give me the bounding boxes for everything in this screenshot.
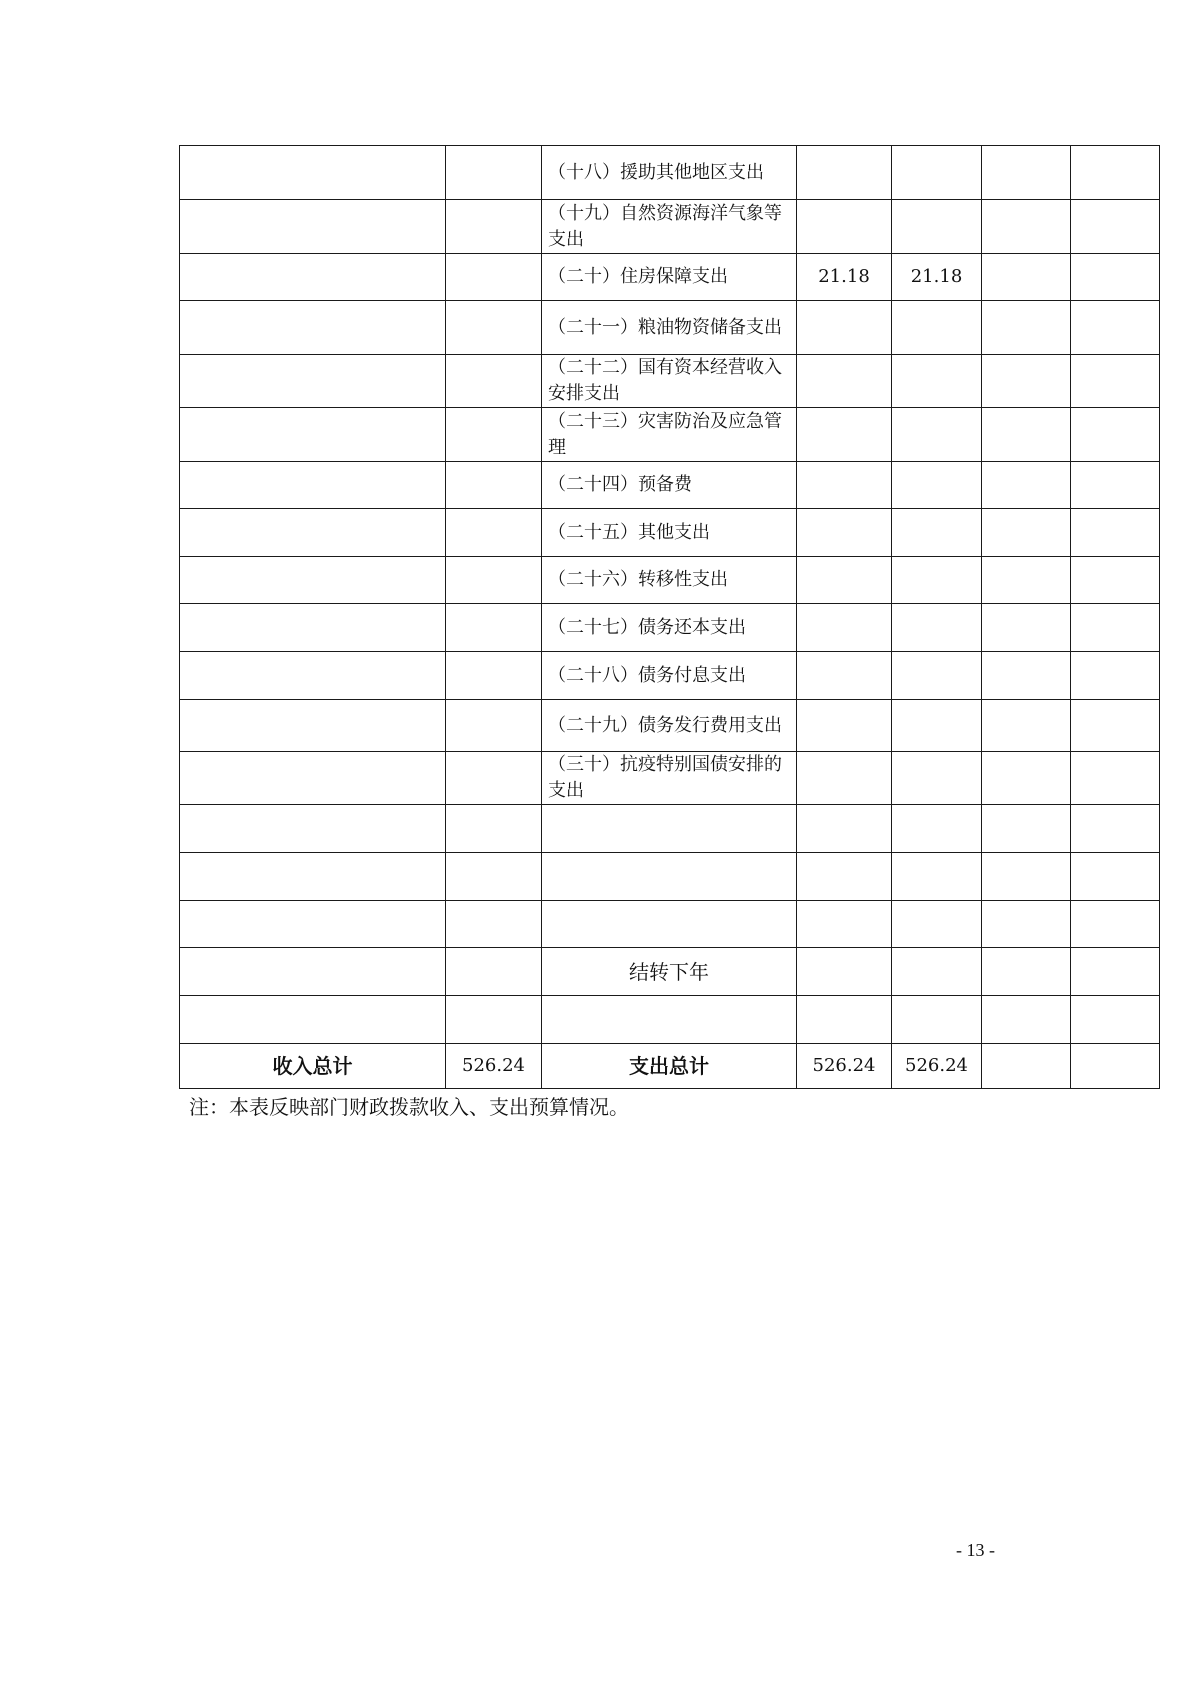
income-amount-cell: [446, 557, 542, 604]
table-row: [180, 200, 1160, 254]
income-amount-cell: [446, 146, 542, 200]
expense-item-cell: （二十三）灾害防治及应急管理: [542, 408, 797, 462]
general-public-cell: [892, 996, 982, 1044]
income-item-cell: [180, 462, 446, 509]
expense-total-cell: [797, 752, 892, 805]
other-cell: [1071, 301, 1160, 355]
general-public-cell: [892, 462, 982, 509]
table-row: [180, 652, 1160, 700]
expense-total-cell: [797, 853, 892, 901]
income-item-cell: [180, 146, 446, 200]
general-public-cell: [892, 301, 982, 355]
income-item-cell: [180, 604, 446, 652]
expense-item-cell: （二十八）债务付息支出: [542, 652, 797, 700]
other-cell: [1071, 996, 1160, 1044]
other-cell: [1071, 200, 1160, 254]
expense-other-total: [1071, 1044, 1160, 1089]
income-amount-cell: [446, 408, 542, 462]
expense-total-cell: [797, 200, 892, 254]
general-public-cell: [892, 355, 982, 408]
totals-row: [180, 1044, 1160, 1089]
income-amount-cell: [446, 853, 542, 901]
income-total-label: 收入总计: [180, 1044, 446, 1089]
expense-total-cell: [797, 408, 892, 462]
expense-total-cell: [797, 355, 892, 408]
other-cell: [1071, 355, 1160, 408]
expense-total-cell: [797, 557, 892, 604]
table-row: [180, 462, 1160, 509]
table-row: [180, 509, 1160, 557]
gov-fund-cell: [982, 301, 1071, 355]
general-public-cell: [892, 408, 982, 462]
gov-fund-cell: [982, 752, 1071, 805]
gov-fund-cell: [982, 652, 1071, 700]
general-public-cell: [892, 853, 982, 901]
income-item-cell: [180, 901, 446, 948]
income-amount-cell: [446, 652, 542, 700]
other-cell: [1071, 462, 1160, 509]
other-cell: [1071, 146, 1160, 200]
expense-total-cell: [797, 700, 892, 752]
income-amount-cell: [446, 805, 542, 853]
expense-item-cell: [542, 853, 797, 901]
income-amount-cell: [446, 254, 542, 301]
income-item-cell: [180, 254, 446, 301]
expense-total-cell: [797, 996, 892, 1044]
page-number: - 13 -: [956, 1540, 995, 1560]
income-item-cell: [180, 355, 446, 408]
expense-item-cell: （二十五）其他支出: [542, 509, 797, 557]
gov-fund-cell: [982, 254, 1071, 301]
gov-fund-cell: [982, 996, 1071, 1044]
other-cell: [1071, 557, 1160, 604]
gov-fund-cell: [982, 948, 1071, 996]
income-item-cell: [180, 805, 446, 853]
other-cell: [1071, 948, 1160, 996]
income-item-cell: [180, 700, 446, 752]
expense-total-cell: [797, 509, 892, 557]
expense-total-amount: 526.24: [797, 1044, 892, 1089]
gov-fund-cell: [982, 700, 1071, 752]
gov-fund-cell: [982, 146, 1071, 200]
gov-fund-cell: [982, 853, 1071, 901]
table-row: [180, 604, 1160, 652]
expense-item-cell: （十九）自然资源海洋气象等支出: [542, 200, 797, 254]
general-public-cell: [892, 948, 982, 996]
income-item-cell: [180, 200, 446, 254]
income-amount-cell: [446, 604, 542, 652]
gov-fund-cell: [982, 509, 1071, 557]
other-cell: [1071, 853, 1160, 901]
income-item-cell: [180, 948, 446, 996]
expense-item-cell: （二十一）粮油物资储备支出: [542, 301, 797, 355]
other-cell: [1071, 254, 1160, 301]
other-cell: [1071, 901, 1160, 948]
gov-fund-cell: [982, 604, 1071, 652]
other-cell: [1071, 700, 1160, 752]
income-item-cell: [180, 509, 446, 557]
expense-item-cell: （三十）抗疫特别国债安排的支出: [542, 752, 797, 805]
expense-item-cell: （二十）住房保障支出: [542, 254, 797, 301]
table-row: [180, 901, 1160, 948]
general-public-cell: [892, 901, 982, 948]
general-public-cell: [892, 652, 982, 700]
general-public-cell: [892, 604, 982, 652]
table-row: [180, 355, 1160, 408]
expense-general-public-total: 526.24: [892, 1044, 982, 1089]
expense-item-cell: [542, 996, 797, 1044]
expense-item-cell: （二十七）债务还本支出: [542, 604, 797, 652]
expense-item-cell: [542, 901, 797, 948]
income-amount-cell: [446, 301, 542, 355]
table-row: [180, 805, 1160, 853]
other-cell: [1071, 652, 1160, 700]
gov-fund-cell: [982, 805, 1071, 853]
income-item-cell: [180, 853, 446, 901]
expense-gov-fund-total: [982, 1044, 1071, 1089]
income-item-cell: [180, 408, 446, 462]
expense-item-cell: （十八）援助其他地区支出: [542, 146, 797, 200]
gov-fund-cell: [982, 355, 1071, 408]
gov-fund-cell: [982, 557, 1071, 604]
table-row: [180, 557, 1160, 604]
expense-item-cell: （二十六）转移性支出: [542, 557, 797, 604]
expense-total-cell: [797, 462, 892, 509]
income-amount-cell: [446, 752, 542, 805]
income-total-amount: 526.24: [446, 1044, 542, 1089]
table-row: [180, 853, 1160, 901]
general-public-cell: 21.18: [892, 254, 982, 301]
income-amount-cell: [446, 901, 542, 948]
gov-fund-cell: [982, 462, 1071, 509]
expense-item-cell: [542, 805, 797, 853]
expense-item-cell: （二十四）预备费: [542, 462, 797, 509]
expense-total-cell: 21.18: [797, 254, 892, 301]
other-cell: [1071, 805, 1160, 853]
gov-fund-cell: [982, 200, 1071, 254]
general-public-cell: [892, 509, 982, 557]
other-cell: [1071, 604, 1160, 652]
expense-total-cell: [797, 301, 892, 355]
general-public-cell: [892, 557, 982, 604]
income-amount-cell: [446, 200, 542, 254]
general-public-cell: [892, 200, 982, 254]
general-public-cell: [892, 805, 982, 853]
other-cell: [1071, 509, 1160, 557]
other-cell: [1071, 408, 1160, 462]
income-amount-cell: [446, 948, 542, 996]
income-item-cell: [180, 652, 446, 700]
expense-total-cell: [797, 652, 892, 700]
income-amount-cell: [446, 996, 542, 1044]
expense-total-cell: [797, 805, 892, 853]
expense-total-cell: [797, 146, 892, 200]
expense-item-cell: 结转下年: [542, 948, 797, 996]
expense-item-cell: （二十九）债务发行费用支出: [542, 700, 797, 752]
income-amount-cell: [446, 509, 542, 557]
general-public-cell: [892, 700, 982, 752]
expense-total-label: 支出总计: [542, 1044, 797, 1089]
income-item-cell: [180, 752, 446, 805]
table-row: [180, 948, 1160, 996]
gov-fund-cell: [982, 901, 1071, 948]
income-item-cell: [180, 996, 446, 1044]
gov-fund-cell: [982, 408, 1071, 462]
table-row: [180, 254, 1160, 301]
income-amount-cell: [446, 355, 542, 408]
expense-total-cell: [797, 604, 892, 652]
table-body: [180, 146, 1160, 1044]
general-public-cell: [892, 752, 982, 805]
table-row: [180, 700, 1160, 752]
income-amount-cell: [446, 700, 542, 752]
table-row: [180, 996, 1160, 1044]
other-cell: [1071, 752, 1160, 805]
table-footnote: 注：本表反映部门财政拨款收入、支出预算情况。: [189, 1095, 629, 1119]
table-row: [180, 408, 1160, 462]
expense-total-cell: [797, 901, 892, 948]
expense-total-cell: [797, 948, 892, 996]
table-row: [180, 752, 1160, 805]
budget-table: [179, 145, 1160, 1089]
expense-item-cell: （二十二）国有资本经营收入安排支出: [542, 355, 797, 408]
table-row: [180, 301, 1160, 355]
general-public-cell: [892, 146, 982, 200]
income-item-cell: [180, 557, 446, 604]
income-item-cell: [180, 301, 446, 355]
income-amount-cell: [446, 462, 542, 509]
table-row: [180, 146, 1160, 200]
